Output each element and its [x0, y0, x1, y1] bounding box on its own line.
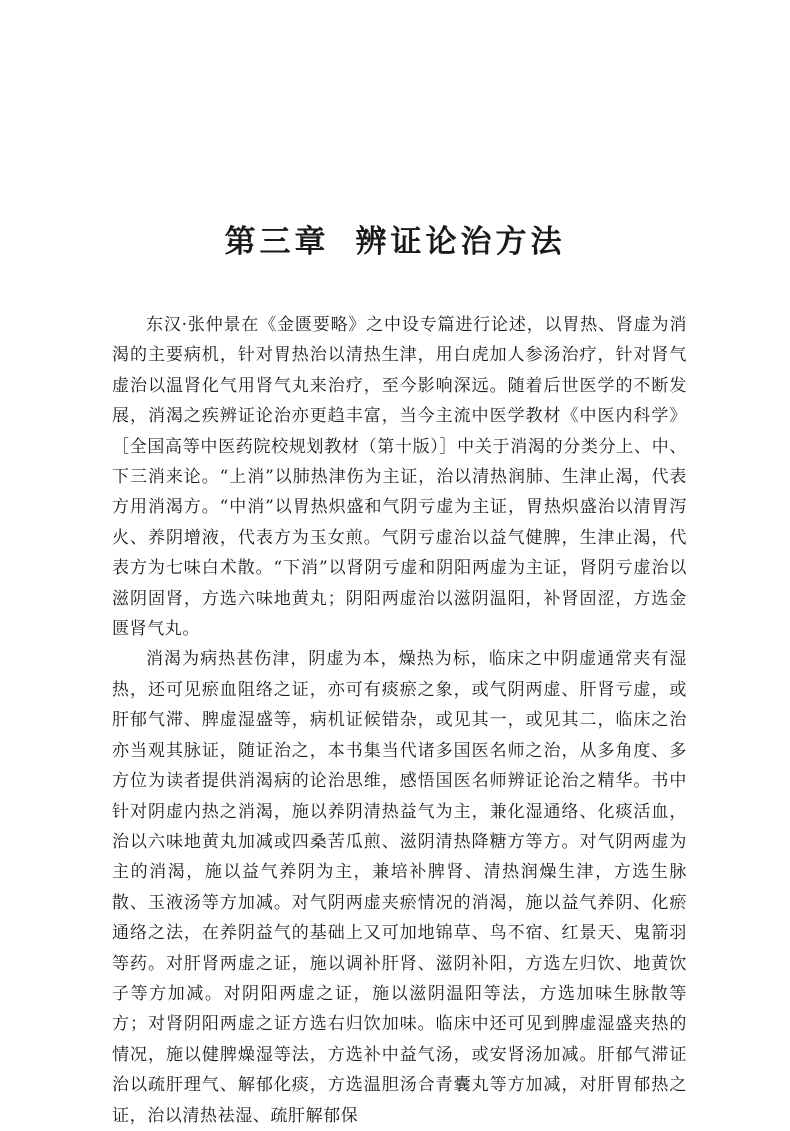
chapter-title — [0, 222, 790, 262]
chapter-name: 辨证论治方法 — [355, 224, 566, 260]
chapter-body — [112, 310, 687, 1131]
paragraph-2: 消渴为病热甚伤津，阴虚为本，燥热为标，临床之中阴虚通常夹有湿热，还可见瘀血阻络之证，亦可有痰瘀之象，或气阴两虚、肝肾亏虚，或肝郁气滞、脾虚湿盛等，病机证候错杂，或见其一，或见其二，临床之治亦当观其脉证，随证治之，本书集当代诸多国医名师之治，从多角度、多方位为读者提供消渴病的论治思维，感悟国医名师辨证论治之精华。书中针对阴虚内热之消渴，施以养阴清热益气为主，兼化湿通络、化痰活血，治以六味地黄丸加减或四桑苦瓜煎、滋阴清热降糖方等方。对气阴两虚为主的消渴，施以益气养阴为主，兼培补脾肾、清热润燥生津，方选生脉散、玉液汤等方加减。对气阴两虚夹瘀情况的消渴，施以益气养阴、化瘀通络之法，在养阴益气的基础上又可加地锦草、鸟不宿、红景天、鬼箭羽等药。对肝肾两虚之证，施以调补肝肾、滋阴补阳，方选左归饮、地黄饮子等方加减。对阴阳两虚之证，施以滋阴温阳等法，方选加味生脉散等方；对肾阴阳两虚之证方选右归饮加味。临床中还可见到脾虚湿盛夹热的情况，施以健脾燥湿等法，方选补中益气汤，或安肾汤加减。肝郁气滞证治以疏肝理气、解郁化痰，方选温胆汤合青囊丸等方加减，对肝胃郁热之证，治以清热祛湿、疏肝解郁保 — [112, 649, 687, 1126]
chapter-number: 第三章 — [224, 224, 330, 260]
paragraph-1: 东汉·张仲景在《金匮要略》之中设专篇进行论述，以胃热、肾虚为消渴的主要病机，针对胃热治以清热生津，用白虎加人参汤治疗，针对肾气虚治以温肾化气用肾气丸来治疗，至今影响深远。随着后世医学的不断发展，消渴之疾辨证论治亦更趋丰富，当今主流中医学教材《中医内科学》［全国高等中医药院校规划教材（第十版）］中关于消渴的分类分上、中、下三消来论。“上消”以肺热津伤为主证，治以清热润肺、生津止渴，代表方用消渴方。“中消”以胃热炽盛和气阴亏虚为主证，胃热炽盛治以清胃泻火、养阴增液，代表方为玉女煎。气阴亏虚治以益气健脾，生津止渴，代表方为七味白术散。“下消”以肾阴亏虚和阴阳两虚为主证，肾阴亏虚治以滋阴固肾，方选六味地黄丸；阴阳两虚治以滋阴温阳，补肾固涩，方选金匮肾气丸。 — [112, 315, 687, 640]
